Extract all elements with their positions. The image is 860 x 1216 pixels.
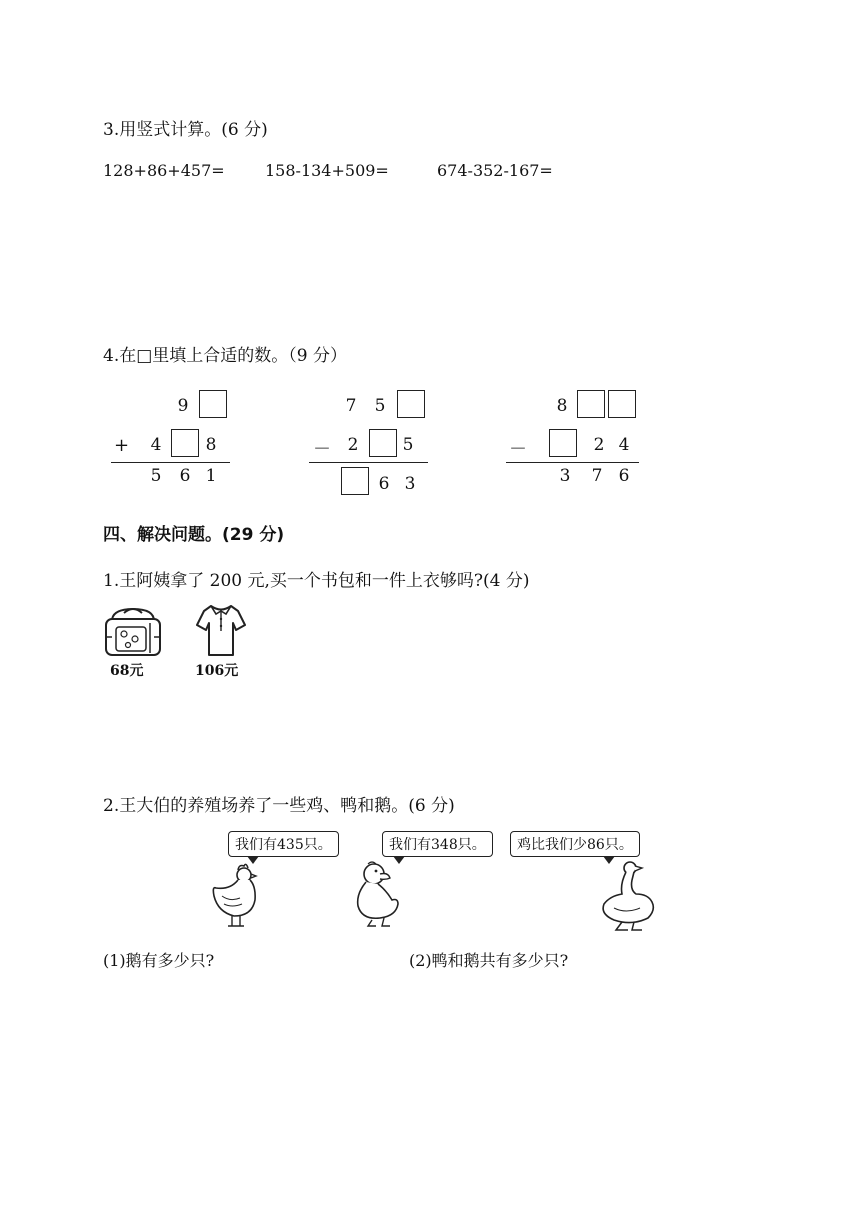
shirt-price: 106元: [195, 663, 239, 679]
digit: 4: [618, 435, 630, 455]
difference-line: [309, 462, 428, 463]
answer-box[interactable]: [608, 390, 636, 418]
digit: 8: [205, 435, 217, 455]
answer-box[interactable]: [171, 429, 199, 457]
digit: 5: [374, 396, 386, 416]
answer-box[interactable]: [397, 390, 425, 418]
digit: 2: [593, 435, 605, 455]
digit: 6: [378, 474, 390, 494]
answer-box[interactable]: [549, 429, 577, 457]
answer-box[interactable]: [577, 390, 605, 418]
sum-line: [111, 462, 230, 463]
answer-box[interactable]: [199, 390, 227, 418]
expression-1: 128+86+457=: [103, 161, 225, 180]
minus-sign: －: [509, 439, 527, 460]
speech-bubble-duck: 我们有348只。: [382, 831, 493, 857]
minus-sign: －: [313, 439, 331, 460]
duck-icon: [352, 860, 406, 928]
difference-line: [506, 462, 639, 463]
digit: 5: [402, 435, 414, 455]
digit: 7: [345, 396, 357, 416]
digit: 6: [618, 466, 630, 486]
chicken-icon: [208, 862, 263, 930]
question-3-title: 3.用竖式计算。(6 分): [103, 120, 268, 140]
problem-2-title: 2.王大伯的养殖场养了一些鸡、鸭和鹅。(6 分): [103, 796, 455, 816]
goose-icon: [596, 860, 660, 934]
schoolbag-icon: [102, 603, 164, 659]
digit: 2: [347, 435, 359, 455]
digit: 3: [404, 474, 416, 494]
question-4-title: 4.在□里填上合适的数。（9 分）: [103, 346, 348, 366]
answer-box[interactable]: [341, 467, 369, 495]
problem-1-title: 1.王阿姨拿了 200 元,买一个书包和一件上衣够吗?(4 分): [103, 571, 530, 591]
digit: 9: [177, 396, 189, 416]
shirt-icon: [196, 601, 246, 659]
speech-bubble-chicken: 我们有435只。: [228, 831, 339, 857]
speech-bubble-goose: 鸡比我们少86只。: [510, 831, 640, 857]
answer-box[interactable]: [369, 429, 397, 457]
digit: 4: [150, 435, 162, 455]
digit: 6: [179, 466, 191, 486]
expression-3: 674-352-167=: [437, 161, 553, 180]
sub-question-2: (2)鸭和鹅共有多少只?: [409, 951, 569, 970]
digit: 1: [205, 466, 217, 486]
plus-sign: +: [114, 435, 130, 456]
section-4-title: 四、解决问题。(29 分): [103, 525, 285, 545]
sub-question-1: (1)鹅有多少只?: [103, 951, 215, 970]
digit: 3: [559, 466, 571, 486]
digit: 7: [591, 466, 603, 486]
schoolbag-price: 68元: [110, 663, 144, 679]
digit: 8: [556, 396, 568, 416]
expression-2: 158-134+509=: [265, 161, 389, 180]
digit: 5: [150, 466, 162, 486]
